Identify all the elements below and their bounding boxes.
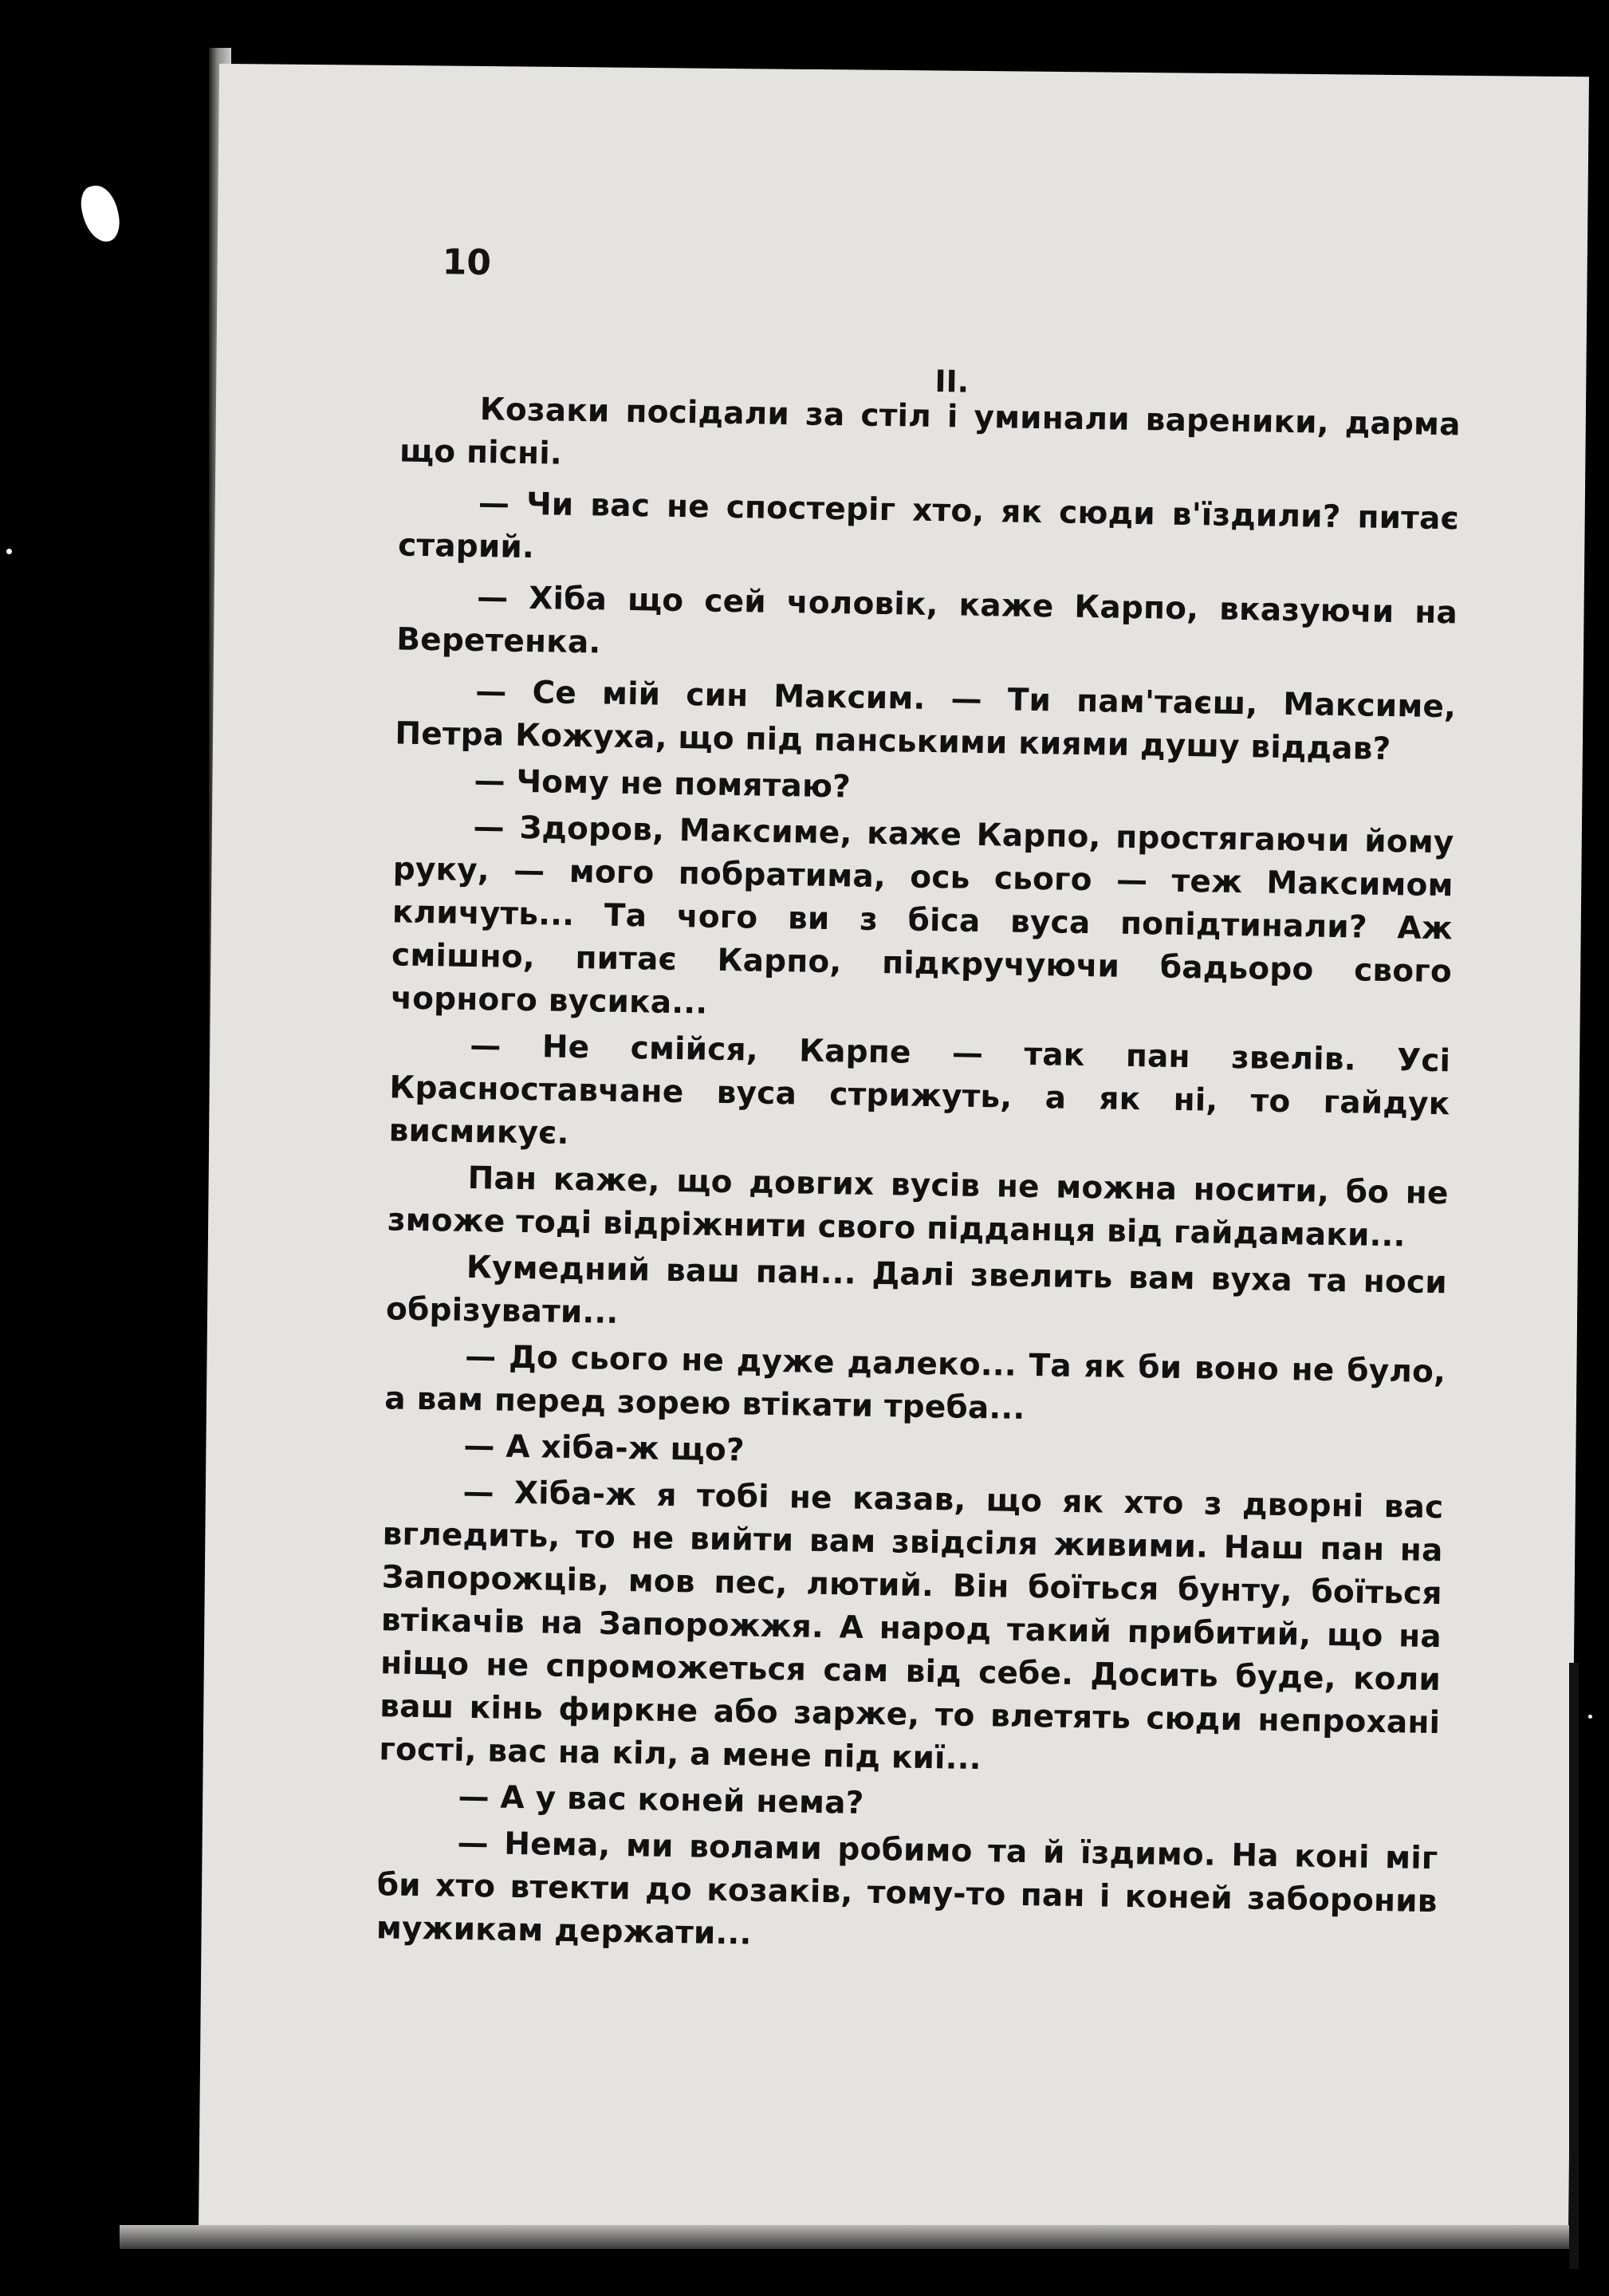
paragraph: Пан каже, що довгих вусів не можна носити, бо не зможе тоді відріжнити свого підданця від гайдамаки... xyxy=(387,1160,1449,1254)
paragraph: — Не смійся, Карпе — так пан звелів. Усі Красноставчане вуса стрижуть, а як ні, то гайдук висмикує. xyxy=(388,1027,1451,1152)
body-text xyxy=(376,387,1461,1970)
paragraph: — Чи вас не спостеріг хто, як сюди в'їздили? питає старий. xyxy=(397,486,1460,566)
paragraph: Козаки посідали за стіл і уминали вареники, дарма що пісні. xyxy=(399,392,1461,472)
paragraph: — Чому не помятаю? xyxy=(474,763,852,805)
paragraph: — Хіба що сей чоловік, каже Карпо, вказуючи на Веретенка. xyxy=(395,580,1458,661)
paragraph: — А хіба-ж що? xyxy=(463,1428,745,1469)
paragraph: — Нема, ми волами робимо та й їздимо. На коні міг би хто втекти до козаків, тому-то пан і коней заборонив мужикам держати... xyxy=(376,1825,1438,1952)
paragraph: — До сього не дуже далеко... Та як би воно не було, а вам перед зорею втікати треба... xyxy=(384,1338,1446,1427)
paragraph: — Се мій син Максим. — Ти пам'таєш, Максиме, Петра Кожуха, що під панськими киями душу віддав? xyxy=(395,674,1457,768)
paragraph: — Хіба-ж я тобі не казав, що як хто з дворні вас вгледить, то не вийти вам звідсіля живими. Наш пан на Запорожців, мов пес, лютий. Він боїться бунту, боїться втікачів на Запорожжя. А народ такий прибитий, що на ніщо не спроможеться сам від себе. Досить буде, коли ваш кінь фиркне або зарже, то влетять сюди непрохані гості, вас на кіл, а мене під киї... xyxy=(379,1474,1444,1778)
paragraph: — Здоров, Максиме, каже Карпо, простягаючи йому руку, — мого побратима, ось сього — теж Максимом кличуть... Та чого ви з біса вуса попідтинали? Аж смішно, питає Карпо, підкручуючи бадьоро свого чорного вусика... xyxy=(390,809,1454,1022)
paragraph: — А у вас коней нема? xyxy=(458,1778,864,1821)
chapter-heading: II. xyxy=(934,364,970,400)
page-number: 10 xyxy=(442,242,492,284)
paragraph: Кумедний ваш пан... Далі звелить вам вуха та носи обрізувати... xyxy=(385,1249,1448,1331)
